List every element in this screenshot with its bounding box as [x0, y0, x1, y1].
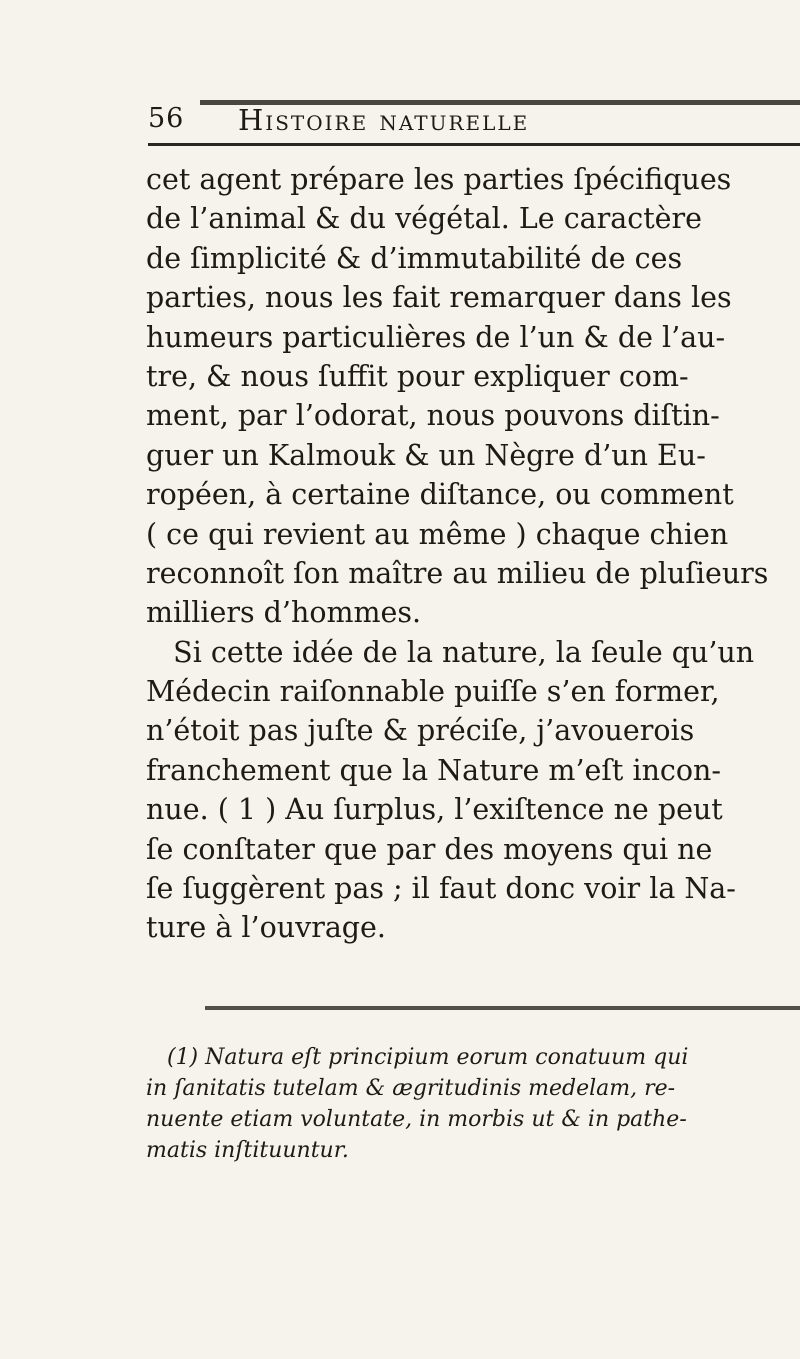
text-line: ture à l’ouvrage.: [146, 911, 386, 945]
running-head: Histoire naturelle: [238, 103, 530, 137]
text-line: nue. ( 1 ) Au ſurplus, l’exiſtence ne peut: [146, 793, 723, 827]
page-number: 56: [148, 103, 185, 134]
footnote-rule: [205, 1006, 800, 1010]
footnote: [146, 1042, 800, 1166]
text-line: humeurs particulières de l’un & de l’au-: [146, 320, 726, 354]
footnote-line: nuente etiam voluntate, in morbis ut & in pathe-: [146, 1107, 687, 1132]
text-line: de l’animal & du végétal. Le caractère: [146, 202, 703, 236]
text-line: reconnoît ſon maître au milieu de pluſieurs: [146, 556, 769, 590]
text-line: ment, par l’odorat, nous pouvons diſtin-: [146, 399, 720, 433]
text-line: ſe conſtater que par des moyens qui ne: [146, 832, 713, 866]
text-line: ropéen, à certaine diſtance, ou comment: [146, 478, 734, 512]
text-line: tre, & nous ſuffit pour expliquer com-: [146, 359, 689, 393]
footnote-line: (1) Natura eſt principium eorum conatuum qui: [146, 1045, 689, 1070]
text-line: franchement que la Nature m’eſt incon-: [146, 753, 722, 787]
text-line: guer un Kalmouk & un Nègre d’un Eu-: [146, 438, 706, 472]
text-line: n’étoit pas juſte & préciſe, j’avouerois: [146, 714, 695, 748]
text-line: milliers d’hommes.: [146, 596, 422, 630]
text-line: parties, nous les fait remarquer dans les: [146, 281, 732, 315]
text-line: Médecin raiſonnable puiſſe s’en former,: [146, 675, 720, 709]
text-line: cet agent prépare les parties ſpécifiques: [146, 163, 732, 196]
page-header: [148, 103, 800, 143]
header-rule: [148, 143, 800, 146]
text-line: de ſimplicité & d’immutabilité de ces: [146, 241, 683, 275]
text-line: ( ce qui revient au même ) chaque chien: [146, 517, 729, 551]
text-line: ſe ſuggèrent pas ; il faut donc voir la Na-: [146, 872, 736, 906]
footnote-line: matis inſtituuntur.: [146, 1138, 349, 1163]
footnote-line: in ſanitatis tutelam & ægritudinis medelam, re-: [146, 1076, 676, 1101]
text-line: Si cette idée de la nature, la ſeule qu’un: [146, 635, 755, 669]
body-text: [146, 160, 800, 948]
